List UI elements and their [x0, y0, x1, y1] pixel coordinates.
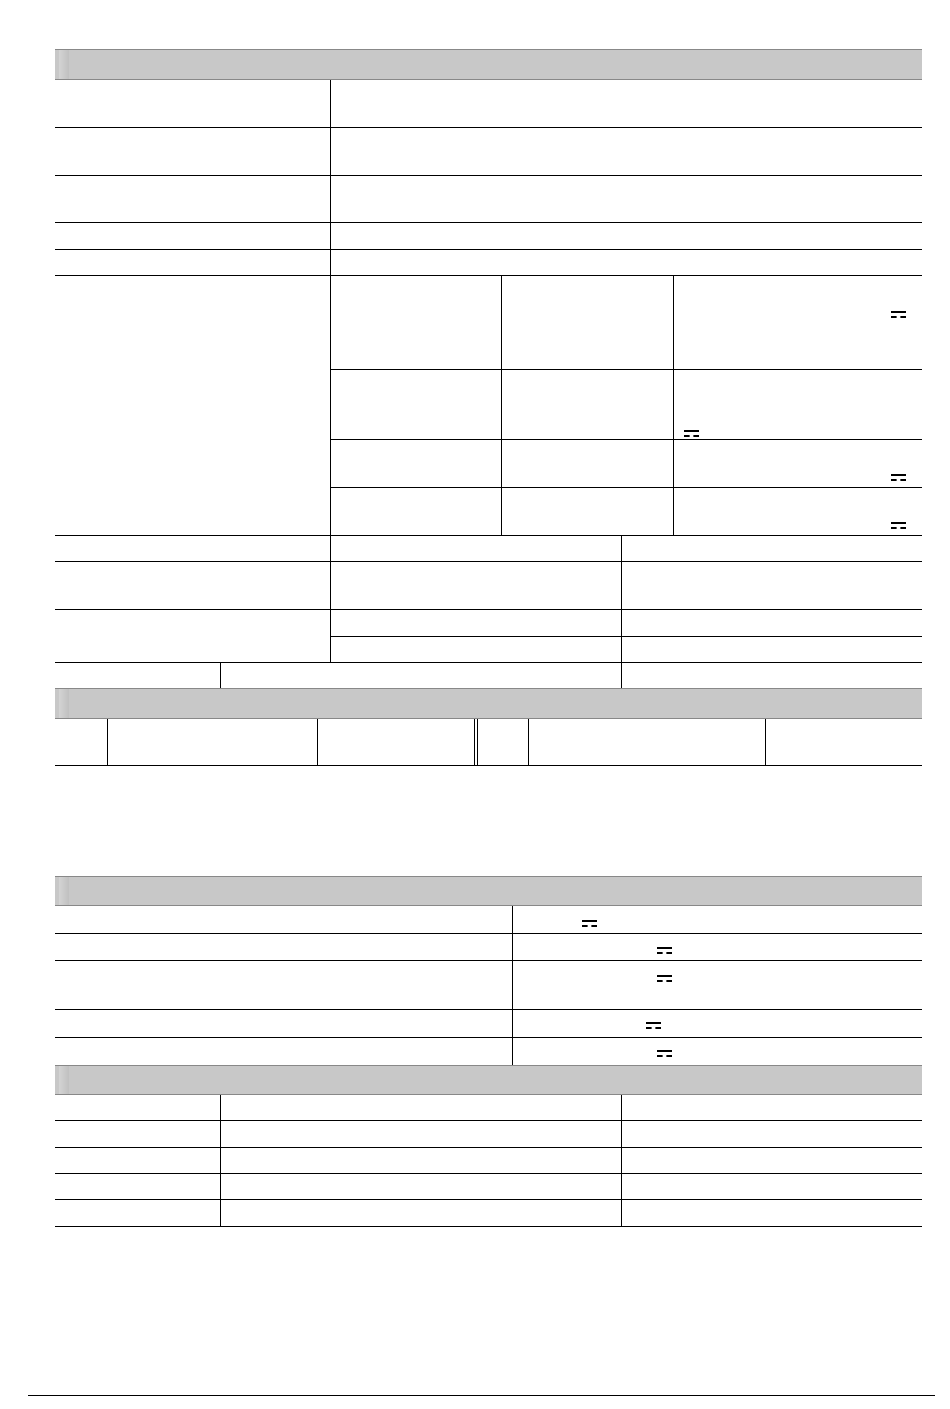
column-divider [621, 535, 622, 688]
row-divider [55, 933, 922, 934]
column-divider [765, 719, 766, 765]
column-divider [673, 275, 674, 535]
row-divider [331, 369, 922, 370]
row-divider [55, 960, 922, 961]
dc-current-icon [582, 920, 597, 928]
row-divider [331, 487, 922, 488]
row-divider [55, 561, 922, 562]
column-divider [528, 719, 529, 765]
section-header-band [55, 688, 922, 719]
row-divider [55, 222, 922, 223]
dc-current-icon [657, 1050, 672, 1058]
dc-current-icon [891, 522, 906, 530]
column-divider [512, 906, 513, 1065]
section-header-band [55, 49, 922, 80]
dc-current-icon [646, 1022, 661, 1030]
row-divider [55, 609, 922, 610]
row-divider [55, 1147, 922, 1148]
row-divider [55, 535, 922, 536]
table-bottom-rule [55, 1226, 922, 1227]
section-header-band [55, 1065, 922, 1095]
section-header-band [55, 876, 922, 906]
row-divider [55, 1199, 922, 1200]
row-divider [55, 127, 922, 128]
row-divider [331, 439, 922, 440]
row-divider [55, 1120, 922, 1121]
dc-current-icon [684, 430, 699, 438]
column-divider [474, 719, 475, 765]
row-divider [55, 175, 922, 176]
row-divider [55, 1173, 922, 1174]
row-divider [331, 636, 922, 637]
row-divider [55, 1037, 922, 1038]
row-divider [55, 275, 922, 276]
table-bottom-rule [55, 765, 922, 766]
dc-current-icon [657, 975, 672, 983]
footer-rule [28, 1395, 935, 1396]
column-divider [477, 719, 478, 765]
row-divider [55, 662, 922, 663]
dc-current-icon [657, 947, 672, 955]
column-divider [621, 1095, 622, 1226]
row-divider [55, 1009, 922, 1010]
column-divider [501, 275, 502, 535]
dc-current-icon [891, 474, 906, 482]
column-divider [220, 662, 221, 688]
column-divider [107, 719, 108, 765]
dc-current-icon [891, 311, 906, 319]
column-divider [330, 80, 331, 662]
column-divider [220, 1095, 221, 1226]
column-divider [317, 719, 318, 765]
row-divider [55, 249, 922, 250]
